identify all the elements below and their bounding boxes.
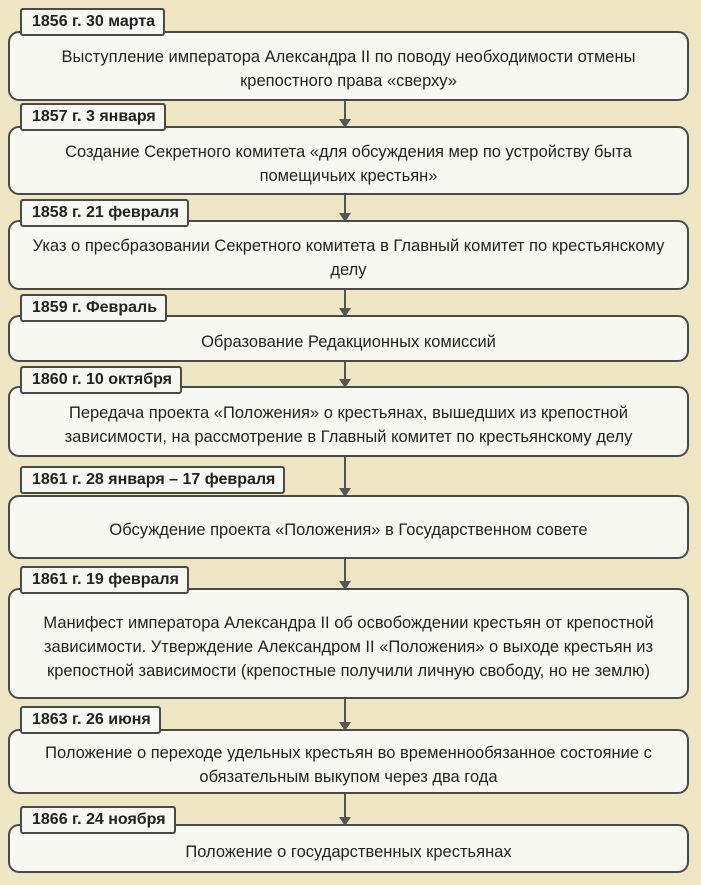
event-description-box (8, 126, 689, 195)
event-text: Передача проекта «Положения» о крестьянах, вышедших из крепостной зависимости, на рассмотрение в Главный комитет по крестьянскому делу (64, 403, 633, 446)
event-date-label: 1857 г. 3 января (20, 103, 166, 131)
event-date-label: 1856 г. 30 марта (20, 8, 165, 36)
event-description-box (8, 495, 689, 559)
connector-arrow (344, 289, 346, 315)
event-description-box (8, 315, 689, 362)
event-date-label: 1861 г. 19 февраля (20, 566, 189, 594)
event-description-box (8, 220, 689, 290)
event-text: Создание Секретного комитета «для обсуждения мер по устройству быта помещичьих крестьян» (65, 142, 632, 185)
event-date-label: 1859 г. Февраль (20, 294, 167, 322)
connector-arrow (344, 558, 346, 588)
event-text: Манифест императора Александра II об освобождении крестьян от крепостной зависимости. Утверждение Александром II «Положения» о выходе крестьян из крепостной зависимости (крепостные получили личную свободу, но не землю) (43, 613, 654, 680)
event-date-label: 1866 г. 24 ноября (20, 806, 176, 834)
event-text: Положение о переходе удельных крестьян во временнообязанное состояние с обязательным выкупом через два года (45, 743, 652, 786)
event-date-label: 1863 г. 26 июня (20, 706, 161, 734)
event-text: Образование Редакционных комиссий (201, 332, 496, 351)
event-description-box (8, 588, 689, 699)
connector-arrow (344, 194, 346, 220)
event-date-label: 1861 г. 28 января – 17 февраля (20, 466, 285, 494)
event-description-box (8, 386, 689, 457)
event-date-label: 1858 г. 21 февраля (20, 199, 189, 227)
connector-arrow (344, 361, 346, 386)
event-description-box (8, 31, 689, 101)
event-date-label: 1860 г. 10 октября (20, 366, 182, 394)
connector-arrow (344, 793, 346, 824)
event-text: Выступление императора Александра II по поводу необходимости отмены крепостного права «сверху» (61, 48, 636, 90)
event-description-box (8, 729, 689, 794)
connector-arrow (344, 100, 346, 126)
connector-arrow (344, 698, 346, 729)
event-text: Указ о пресбразовании Секретного комитета в Главный комитет по крестьянскому делу (32, 237, 665, 279)
event-text: Положение о государственных крестьянах (185, 842, 512, 861)
event-text: Обсуждение проекта «Положения» в Государственном совете (109, 521, 588, 539)
connector-arrow (344, 456, 346, 495)
